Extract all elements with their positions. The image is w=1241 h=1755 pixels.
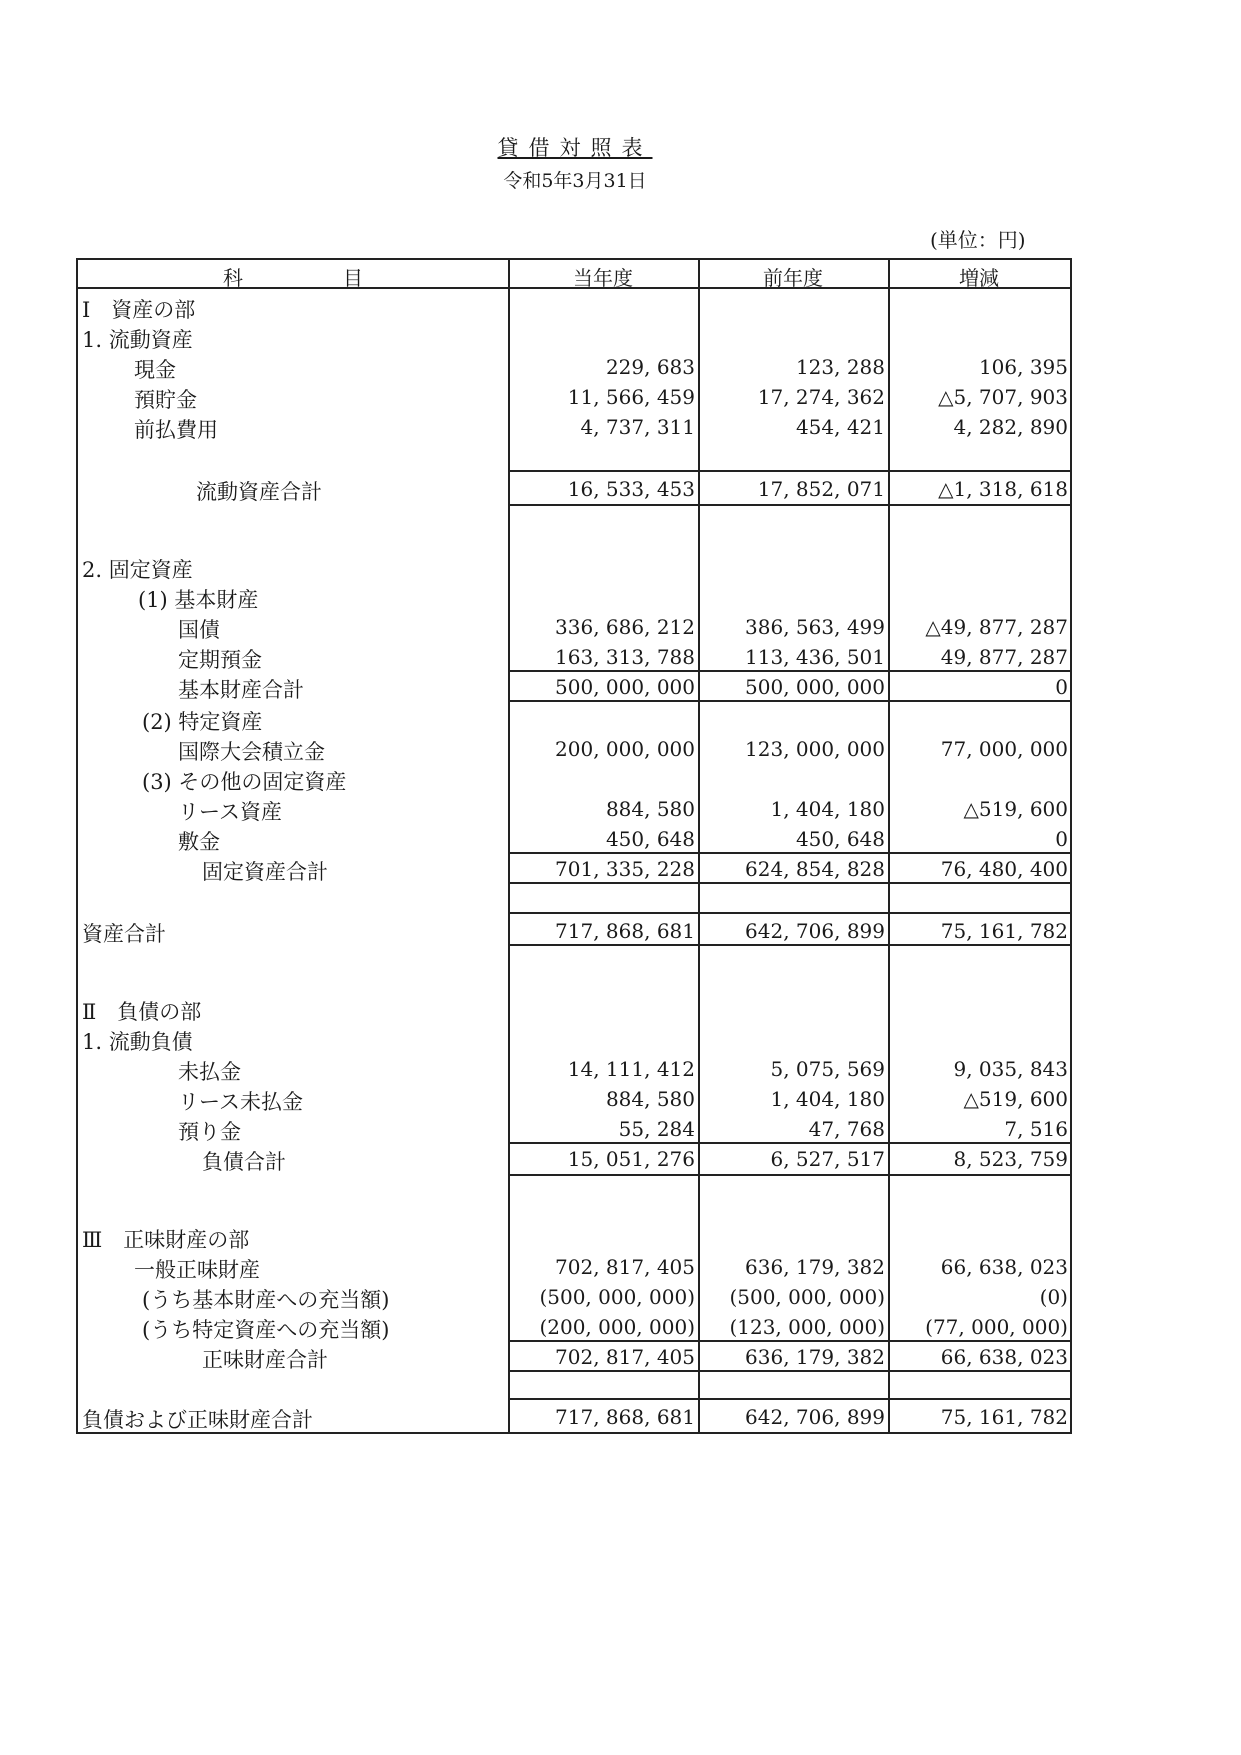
subtotal-rule xyxy=(700,882,890,884)
current-value: 16, 533, 453 xyxy=(567,477,695,501)
change-value: 106, 395 xyxy=(978,355,1068,379)
row-label: 前払費用 xyxy=(134,418,218,442)
table-row xyxy=(78,1402,1070,1432)
previous-value: 1, 404, 180 xyxy=(770,1087,885,1111)
subtotal-rule xyxy=(890,1174,1072,1176)
current-value: 702, 817, 405 xyxy=(555,1345,695,1369)
table-row xyxy=(78,292,1070,322)
balance-sheet-table xyxy=(76,258,1072,1434)
document-title: 貸借対照表 xyxy=(497,136,653,160)
table-row xyxy=(78,1222,1070,1252)
previous-value: 450, 648 xyxy=(795,827,885,851)
row-label: (1) 基本財産 xyxy=(138,588,259,612)
table-header xyxy=(78,260,1070,289)
current-value: 884, 580 xyxy=(605,797,695,821)
table-row xyxy=(78,412,1070,442)
table-row xyxy=(78,322,1070,352)
current-value: 15, 051, 276 xyxy=(567,1147,695,1171)
subtotal-rule xyxy=(890,882,1072,884)
table-row xyxy=(78,734,1070,764)
current-value: 55, 284 xyxy=(618,1117,695,1141)
document-date: 令和5年3月31日 xyxy=(503,170,647,192)
previous-value: 17, 274, 362 xyxy=(757,385,885,409)
change-value: 77, 000, 000 xyxy=(940,737,1068,761)
previous-value: 6, 527, 517 xyxy=(770,1147,885,1171)
change-value: 0 xyxy=(1055,675,1068,699)
row-label: 固定資産合計 xyxy=(202,860,328,884)
change-value: 0 xyxy=(1055,827,1068,851)
change-value: △519, 600 xyxy=(963,797,1068,821)
change-value: (77, 000, 000) xyxy=(925,1315,1068,1339)
row-label: リース未払金 xyxy=(178,1090,303,1114)
subtotal-rule xyxy=(510,1398,700,1400)
previous-value: (500, 000, 000) xyxy=(729,1285,885,1309)
subtotal-rule xyxy=(510,912,700,914)
current-value: 717, 868, 681 xyxy=(555,919,695,943)
row-label: 正味財産合計 xyxy=(202,1348,328,1372)
subtotal-rule xyxy=(700,1398,890,1400)
current-value: 11, 566, 459 xyxy=(567,385,695,409)
current-value: 450, 648 xyxy=(605,827,695,851)
current-value: 163, 313, 788 xyxy=(555,645,695,669)
change-value: △1, 318, 618 xyxy=(938,477,1068,501)
previous-value: (123, 000, 000) xyxy=(729,1315,885,1339)
table-row xyxy=(78,794,1070,824)
table-row xyxy=(78,612,1070,642)
header-item: 科 目 xyxy=(223,266,363,290)
current-value: 500, 000, 000 xyxy=(555,675,695,699)
table-row xyxy=(78,1144,1070,1174)
row-label: 流動資産合計 xyxy=(196,480,322,504)
subtotal-rule xyxy=(700,504,890,506)
subtotal-rule xyxy=(700,470,890,472)
unit-label: (単位：円) xyxy=(930,228,1026,252)
header-previous-year: 前年度 xyxy=(763,266,823,290)
row-label: 預り金 xyxy=(178,1120,241,1144)
row-label: 国債 xyxy=(178,618,220,642)
table-row xyxy=(78,994,1070,1024)
subtotal-rule xyxy=(890,470,1072,472)
row-label: リース資産 xyxy=(178,800,282,824)
previous-value: 454, 421 xyxy=(795,415,885,439)
table-row xyxy=(78,1252,1070,1282)
previous-value: 47, 768 xyxy=(808,1117,885,1141)
change-value: 9, 035, 843 xyxy=(953,1057,1068,1081)
subtotal-rule xyxy=(700,1174,890,1176)
change-value: 8, 523, 759 xyxy=(953,1147,1068,1171)
table-row xyxy=(78,824,1070,854)
current-value: 884, 580 xyxy=(605,1087,695,1111)
change-value: △5, 707, 903 xyxy=(938,385,1068,409)
previous-value: 17, 852, 071 xyxy=(757,477,885,501)
row-label: 預貯金 xyxy=(134,388,197,412)
row-label: (3) その他の固定資産 xyxy=(142,770,347,794)
table-row xyxy=(78,474,1070,504)
row-label: 2. 固定資産 xyxy=(82,558,193,582)
current-value: (500, 000, 000) xyxy=(539,1285,695,1309)
previous-value: 123, 000, 000 xyxy=(745,737,885,761)
table-row xyxy=(78,672,1070,702)
row-label: Ⅱ 負債の部 xyxy=(82,1000,202,1024)
change-value: 66, 638, 023 xyxy=(940,1345,1068,1369)
change-value: 7, 516 xyxy=(1004,1117,1068,1141)
subtotal-rule xyxy=(510,700,700,702)
previous-value: 113, 436, 501 xyxy=(745,645,885,669)
table-row xyxy=(78,916,1070,946)
subtotal-rule xyxy=(890,912,1072,914)
subtotal-rule xyxy=(510,470,700,472)
current-value: 701, 335, 228 xyxy=(555,857,695,881)
row-label: 現金 xyxy=(134,358,176,382)
table-row xyxy=(78,1342,1070,1372)
table-row xyxy=(78,582,1070,612)
current-value: 717, 868, 681 xyxy=(555,1405,695,1429)
current-value: 200, 000, 000 xyxy=(555,737,695,761)
previous-value: 386, 563, 499 xyxy=(745,615,885,639)
row-label: (2) 特定資産 xyxy=(142,710,263,734)
row-label: (うち基本財産への充当額) xyxy=(142,1288,390,1312)
previous-value: 642, 706, 899 xyxy=(745,1405,885,1429)
subtotal-rule xyxy=(890,700,1072,702)
header-current-year: 当年度 xyxy=(573,266,633,290)
row-label: 負債合計 xyxy=(202,1150,286,1174)
current-value: 702, 817, 405 xyxy=(555,1255,695,1279)
table-row xyxy=(78,642,1070,672)
table-row xyxy=(78,704,1070,734)
change-value: (0) xyxy=(1039,1285,1068,1309)
table-row xyxy=(78,854,1070,884)
previous-value: 642, 706, 899 xyxy=(745,919,885,943)
change-value: 75, 161, 782 xyxy=(940,919,1068,943)
table-row xyxy=(78,1054,1070,1084)
table-row xyxy=(78,1114,1070,1144)
subtotal-rule xyxy=(510,882,700,884)
change-value: 49, 877, 287 xyxy=(940,645,1068,669)
header-change: 増減 xyxy=(959,266,999,290)
subtotal-rule xyxy=(700,944,890,946)
table-row xyxy=(78,1084,1070,1114)
row-label: 一般正味財産 xyxy=(134,1258,260,1282)
table-row xyxy=(78,352,1070,382)
subtotal-rule xyxy=(510,1370,700,1372)
subtotal-rule xyxy=(700,700,890,702)
row-label: Ⅰ 資産の部 xyxy=(82,298,196,322)
previous-value: 123, 288 xyxy=(795,355,885,379)
row-label: 1. 流動資産 xyxy=(82,328,193,352)
current-value: 229, 683 xyxy=(605,355,695,379)
row-label: Ⅲ 正味財産の部 xyxy=(82,1228,250,1252)
row-label: 資産合計 xyxy=(82,922,166,946)
table-row xyxy=(78,552,1070,582)
table-row xyxy=(78,1312,1070,1342)
change-value: 75, 161, 782 xyxy=(940,1405,1068,1429)
subtotal-rule xyxy=(510,944,700,946)
change-value: 4, 282, 890 xyxy=(953,415,1068,439)
row-label: 定期預金 xyxy=(178,648,262,672)
row-label: 未払金 xyxy=(178,1060,241,1084)
row-label: 基本財産合計 xyxy=(178,678,304,702)
change-value: 66, 638, 023 xyxy=(940,1255,1068,1279)
current-value: 336, 686, 212 xyxy=(555,615,695,639)
table-row xyxy=(78,1282,1070,1312)
change-value: △519, 600 xyxy=(963,1087,1068,1111)
row-label: 負債および正味財産合計 xyxy=(82,1408,313,1432)
row-label: 敷金 xyxy=(178,830,220,854)
current-value: (200, 000, 000) xyxy=(539,1315,695,1339)
subtotal-rule xyxy=(890,944,1072,946)
subtotal-rule xyxy=(890,1370,1072,1372)
subtotal-rule xyxy=(510,1174,700,1176)
current-value: 4, 737, 311 xyxy=(580,415,695,439)
previous-value: 500, 000, 000 xyxy=(745,675,885,699)
previous-value: 624, 854, 828 xyxy=(745,857,885,881)
current-value: 14, 111, 412 xyxy=(567,1057,695,1081)
subtotal-rule xyxy=(700,1370,890,1372)
previous-value: 636, 179, 382 xyxy=(745,1255,885,1279)
table-row xyxy=(78,1024,1070,1054)
previous-value: 636, 179, 382 xyxy=(745,1345,885,1369)
row-label: (うち特定資産への充当額) xyxy=(142,1318,390,1342)
subtotal-rule xyxy=(700,912,890,914)
row-label: 1. 流動負債 xyxy=(82,1030,193,1054)
previous-value: 5, 075, 569 xyxy=(770,1057,885,1081)
subtotal-rule xyxy=(510,504,700,506)
change-value: 76, 480, 400 xyxy=(940,857,1068,881)
previous-value: 1, 404, 180 xyxy=(770,797,885,821)
row-label: 国際大会積立金 xyxy=(178,740,325,764)
subtotal-rule xyxy=(890,504,1072,506)
table-row xyxy=(78,382,1070,412)
change-value: △49, 877, 287 xyxy=(925,615,1068,639)
table-row xyxy=(78,764,1070,794)
subtotal-rule xyxy=(890,1398,1072,1400)
